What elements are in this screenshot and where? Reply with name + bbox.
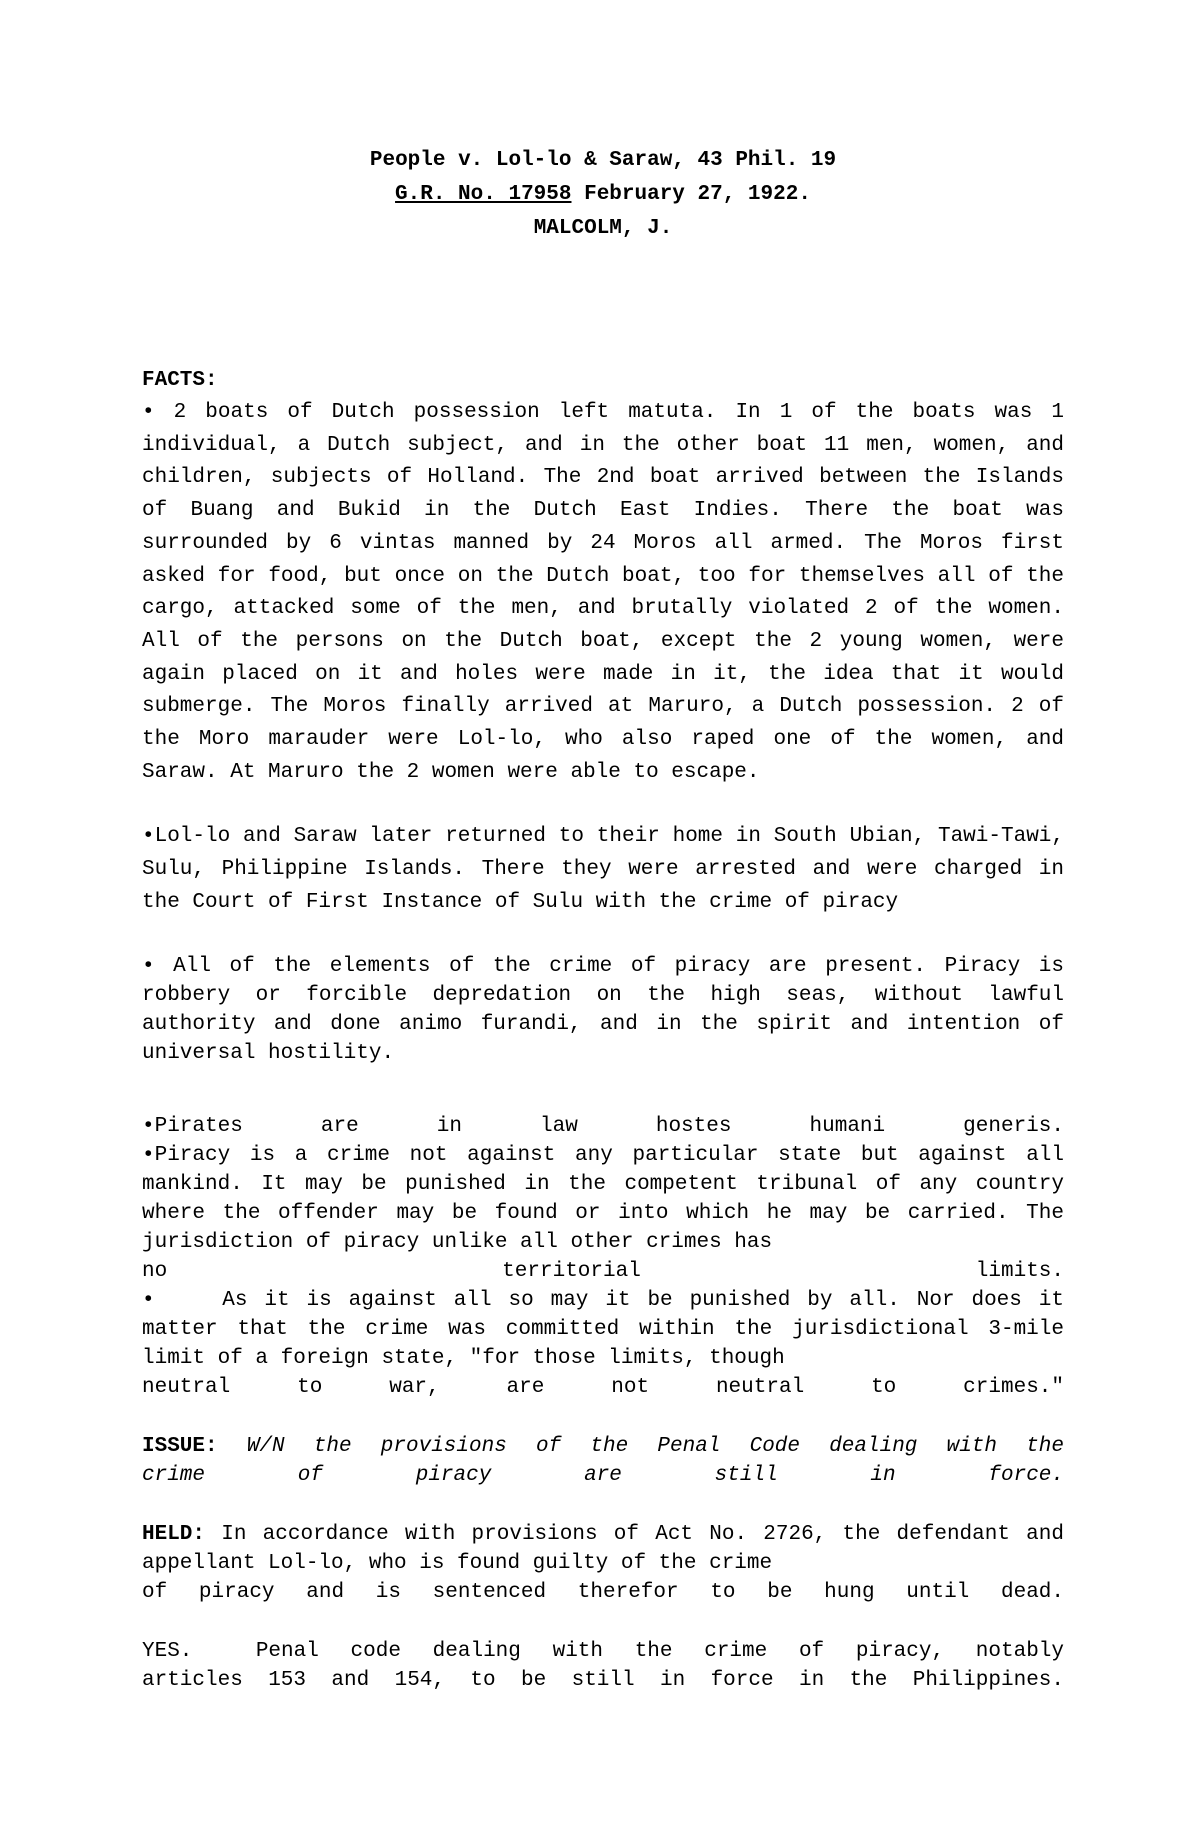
gr-number: G.R. No. 17958 bbox=[395, 183, 572, 206]
piracy-crime-text: •Piracy is a crime not against any particular state but against all mankind. It may be punished in the competent tribunal of any country where the offender may be found or into which he may be carried. The jurisdiction of piracy unlike all other crimes has bbox=[142, 1143, 1064, 1254]
facts-heading: FACTS: bbox=[142, 369, 218, 392]
held-last-line: of piracy and is sentenced therefor to be hung until dead. bbox=[142, 1580, 1064, 1604]
document-page bbox=[142, 144, 1077, 1695]
facts-paragraph-1: • 2 boats of Dutch possession left matuta. In 1 of the boats was 1 individual, a Dutch subject, and in the other boat 11 men, women, and children, subjects of Holland. The 2nd boat arrived between the Islands of Buang and Bukid in the Dutch East Indies. There the boat was surrounded by 6 vintas manned by 24 Moros all armed. The Moros first asked for food, but once on the Dutch boat, too for themselves all of the cargo, attacked some of the men, and brutally violated 2 of the women. All of the persons on the Dutch boat, except the 2 young women, were again placed on it and holes were made in it, the idea that it would submerge. The Moros finally arrived at Maruro, a Dutch possession. 2 of the Moro marauder were Lol-lo, who also raped one of the women, and Saraw. At Maruro the 2 women were able to escape. bbox=[142, 401, 1064, 784]
punished-by-all-last-line: neutral to war, are not neutral to crimes." bbox=[142, 1375, 1064, 1399]
punished-by-all-text: • As it is against all so may it be punished by all. Nor does it matter that the crime was committed within the jurisdictional 3-mile limit of a foreign state, "for those limits, though bbox=[142, 1288, 1077, 1370]
decision-date: February 27, 1922. bbox=[571, 183, 811, 206]
piracy-crime-last-line: no territorial limits. bbox=[142, 1259, 1064, 1283]
case-header bbox=[142, 144, 1064, 246]
issue-section bbox=[142, 1432, 1064, 1490]
issue-last-line: crime of piracy are still in force. bbox=[142, 1463, 1064, 1487]
issue-text: W/N the provisions of the Penal Code dealing with the bbox=[217, 1434, 1064, 1458]
pirates-line: •Pirates are in law hostes humani generis. bbox=[142, 1114, 1064, 1138]
held-section bbox=[142, 1520, 1064, 1607]
case-title: People v. Lol-lo & Saraw, 43 Phil. 19 bbox=[369, 149, 837, 172]
case-number-line bbox=[142, 178, 1064, 212]
facts-paragraph-3: • All of the elements of the crime of piracy are present. Piracy is robbery or forcible depredation on the high seas, without lawful authority and done animo furandi, and in the spirit and intention of universal hostility. bbox=[142, 954, 1064, 1065]
conclusion-last-line: articles 153 and 154, to be still in force in the Philippines. bbox=[142, 1668, 1064, 1692]
facts-paragraph-2: •Lol-lo and Saraw later returned to their home in South Ubian, Tawi-Tawi, Sulu, Philippine Islands. There they were arrested and were charged in the Court of First Instance of Sulu with the crime of piracy bbox=[142, 825, 1064, 914]
held-text: In accordance with provisions of Act No. 2726, the defendant and appellant Lol-lo, who is found guilty of the crime bbox=[142, 1522, 1064, 1575]
ponente: MALCOLM, J. bbox=[533, 217, 673, 240]
held-label: HELD: bbox=[142, 1522, 206, 1546]
conclusion-section bbox=[142, 1637, 1064, 1695]
issue-label: ISSUE: bbox=[142, 1434, 218, 1458]
facts-bullet-block bbox=[142, 1112, 1077, 1402]
conclusion-text: YES. Penal code dealing with the crime of piracy, notably bbox=[142, 1639, 1064, 1663]
